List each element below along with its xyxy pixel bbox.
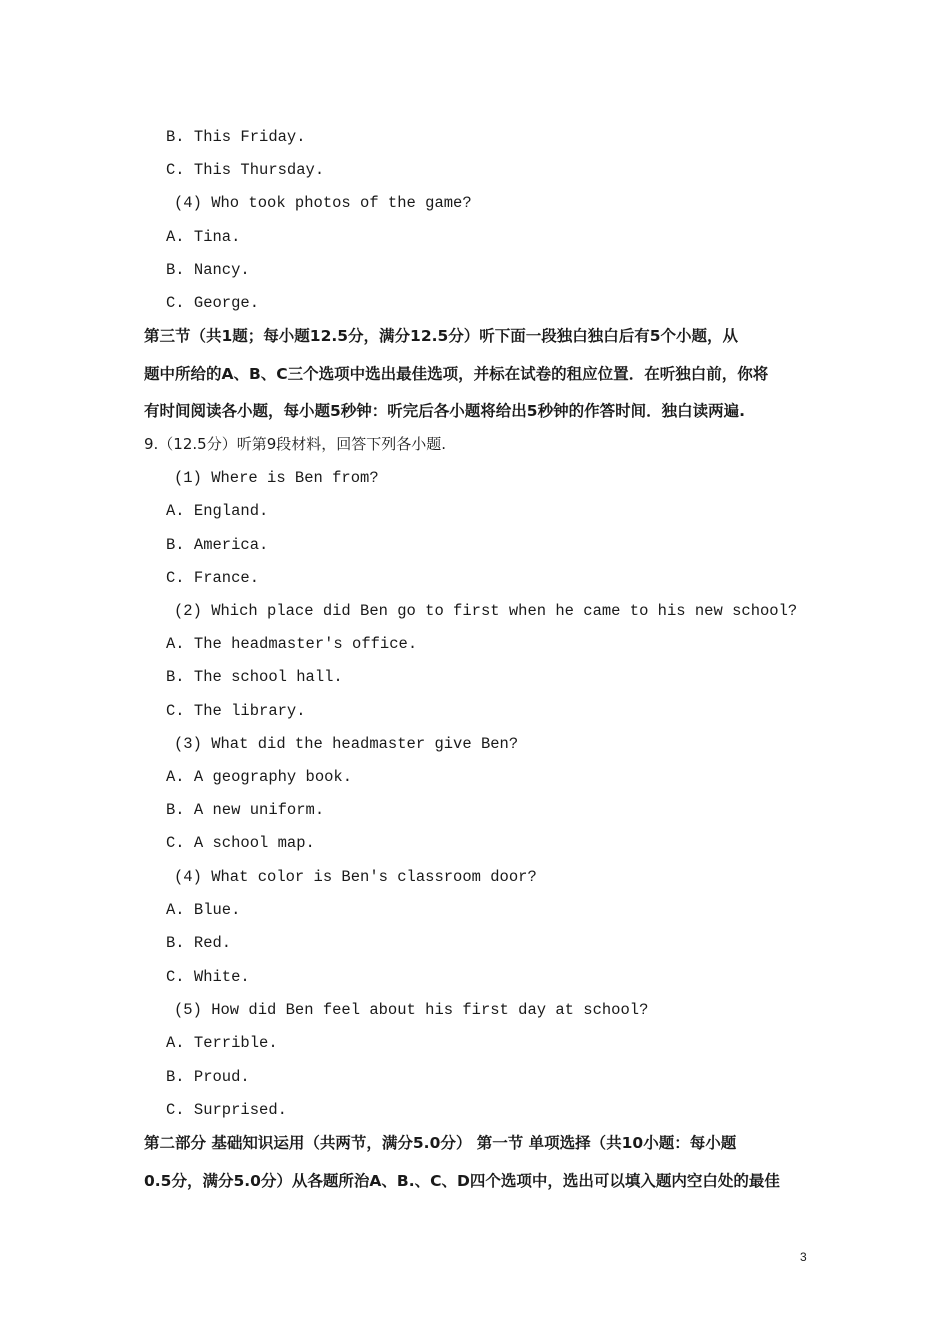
- question-line: (5) How did Ben feel about his first day at school?: [174, 1001, 649, 1019]
- option-line: A. England.: [166, 502, 269, 520]
- option-line: C. George.: [166, 294, 260, 312]
- option-line: B. The school hall.: [166, 668, 343, 686]
- option-line: C. This Thursday.: [166, 161, 325, 179]
- question-line: (2) Which place did Ben go to first when he came to his new school?: [174, 602, 798, 620]
- page-number: 3: [800, 1250, 807, 1264]
- option-line: B. A new uniform.: [166, 801, 325, 819]
- option-line: A. Terrible.: [166, 1034, 278, 1052]
- section-instruction: 0.5分，满分5.0分）从各题所治A、B.、C、D四个选项中，选出可以填入题内空白处的最佳: [144, 1172, 780, 1190]
- question-heading: 9.（12.5分）听第9段材料，回答下列各小题.: [144, 435, 447, 453]
- option-line: A. Blue.: [166, 901, 241, 919]
- option-line: B. Proud.: [166, 1068, 250, 1086]
- option-line: C. A school map.: [166, 834, 315, 852]
- option-line: A. Tina.: [166, 228, 241, 246]
- option-line: B. Nancy.: [166, 261, 250, 279]
- question-line: (4) What color is Ben's classroom door?: [174, 868, 537, 886]
- section-instruction: 题中所给的A、B、C三个选项中选出最佳选项，并标在试卷的租应位置．在听独白前，你将: [144, 365, 769, 383]
- option-line: C. France.: [166, 569, 260, 587]
- section-instruction: 有时间阅读各小题，每小题5秒钟：听完后各小题将给出5秒钟的作答时间．独白读两遍.: [144, 402, 745, 420]
- question-line: (4) Who took photos of the game?: [174, 194, 472, 212]
- option-line: C. The library.: [166, 702, 306, 720]
- option-line: B. Red.: [166, 934, 232, 952]
- option-line: C. White.: [166, 968, 250, 986]
- section-instruction: 第三节（共1题；每小题12.5分，满分12.5分）听下面一段独白独白后有5个小题，从: [144, 327, 739, 345]
- question-line: (3) What did the headmaster give Ben?: [174, 735, 519, 753]
- option-line: C. Surprised.: [166, 1101, 287, 1119]
- option-line: A. The headmaster's office.: [166, 635, 418, 653]
- question-line: (1) Where is Ben from?: [174, 469, 379, 487]
- section-instruction: 第二部分 基础知识运用（共两节，满分5.0分） 第一节 单项选择（共10小题：每小题: [144, 1134, 737, 1152]
- option-line: B. This Friday.: [166, 128, 306, 146]
- option-line: B. America.: [166, 536, 269, 554]
- option-line: A. A geography book.: [166, 768, 353, 786]
